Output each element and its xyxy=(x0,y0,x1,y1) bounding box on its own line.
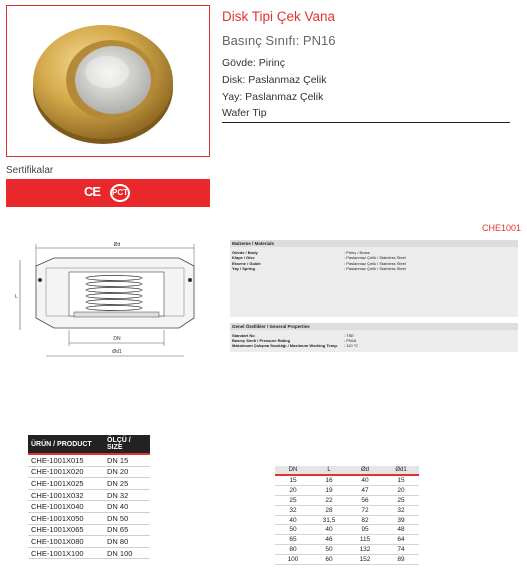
cell: 65 xyxy=(275,535,311,545)
certificates-label: Sertifikalar xyxy=(6,165,54,176)
table-row xyxy=(275,485,419,495)
label-od: Ød xyxy=(113,242,121,248)
cell: 48 xyxy=(383,525,419,535)
label-dn: DN xyxy=(113,336,121,342)
cell: 115 xyxy=(347,535,383,545)
cell: 25 xyxy=(275,495,311,505)
cell: 47 xyxy=(347,485,383,495)
size-cell: DN 100 xyxy=(104,547,150,559)
product-code-cell: CHE-1001X025 xyxy=(28,478,104,490)
spec-spring: Yay: Paslanmaz Çelik xyxy=(222,91,324,103)
cell: 132 xyxy=(347,545,383,555)
table-row xyxy=(275,505,419,515)
table-row xyxy=(28,512,150,524)
general-header: Genel Özellikler / General Properties xyxy=(230,323,518,330)
cell: 50 xyxy=(275,525,311,535)
product-title: Disk Tipi Çek Vana xyxy=(222,9,336,24)
table-row xyxy=(275,535,419,545)
cell: 95 xyxy=(347,525,383,535)
material-value: : Paslanmaz Çelik / Stainless Steel xyxy=(344,266,406,272)
cell: 40 xyxy=(275,515,311,525)
cell: 20 xyxy=(275,485,311,495)
spec-type: Wafer Tip xyxy=(222,107,267,119)
cell: 39 xyxy=(383,515,419,525)
general-value: : 110 °C xyxy=(344,343,359,349)
material-key: Gövde / Body xyxy=(232,250,258,255)
cell: 152 xyxy=(347,555,383,565)
cell: 72 xyxy=(347,505,383,515)
technical-drawing xyxy=(14,238,214,363)
table-row xyxy=(275,545,419,555)
cell: 16 xyxy=(311,476,347,485)
product-code-cell: CHE-1001X032 xyxy=(28,489,104,501)
cell: 32 xyxy=(383,505,419,515)
table-row xyxy=(28,501,150,513)
table-row xyxy=(275,555,419,565)
title-divider xyxy=(222,122,510,123)
cell: 25 xyxy=(383,495,419,505)
cell: 50 xyxy=(311,545,347,555)
cell: 100 xyxy=(275,555,311,565)
cell: 74 xyxy=(383,545,419,555)
cell: 46 xyxy=(311,535,347,545)
general-key: Basınç Sınıfı / Pressure Rating xyxy=(232,338,291,344)
size-cell: DN 25 xyxy=(104,478,150,490)
size-cell: DN 20 xyxy=(104,466,150,478)
cell: 15 xyxy=(383,476,419,485)
material-value: : Pirinç / Brass xyxy=(344,250,370,255)
materials-body xyxy=(230,247,518,317)
product-code: CHE1001 xyxy=(481,223,521,233)
table-row xyxy=(28,478,150,490)
material-key: Yay / Spring xyxy=(232,266,255,272)
table-row xyxy=(28,489,150,501)
cell: 56 xyxy=(347,495,383,505)
table-row xyxy=(28,536,150,548)
pct-mark-icon: PCT xyxy=(110,184,130,202)
table-row xyxy=(28,547,150,559)
material-key: Eksene / Guide xyxy=(232,260,261,266)
product-code-cell: CHE-1001X100 xyxy=(28,547,104,559)
cell: 60 xyxy=(311,555,347,565)
spec-body: Gövde: Pirinç xyxy=(222,57,286,69)
cell: 40 xyxy=(311,525,347,535)
table-row xyxy=(28,524,150,536)
dimensions-table xyxy=(275,466,419,565)
product-code-cell: CHE-1001X080 xyxy=(28,536,104,548)
table-row xyxy=(275,525,419,535)
label-l: L xyxy=(15,294,18,300)
material-key: Klape / Disc xyxy=(232,255,255,261)
size-cell: DN 65 xyxy=(104,524,150,536)
product-size-table xyxy=(28,435,150,559)
size-cell: DN 15 xyxy=(104,455,150,466)
cell: 89 xyxy=(383,555,419,565)
certificates-bar xyxy=(6,179,210,207)
size-cell: DN 50 xyxy=(104,512,150,524)
header-od1: Ød1 xyxy=(383,466,419,474)
product-photo xyxy=(6,5,210,157)
product-code-cell: CHE-1001X050 xyxy=(28,512,104,524)
cell: 31,5 xyxy=(311,515,347,525)
general-value: : PN16 xyxy=(344,338,357,344)
label-od1: Ød1 xyxy=(112,349,122,355)
cell: 80 xyxy=(275,545,311,555)
table-row xyxy=(28,455,150,466)
general-key: Standart No xyxy=(232,332,255,338)
general-body xyxy=(230,330,518,352)
valve-image xyxy=(7,6,208,155)
table-row xyxy=(275,495,419,505)
product-code-cell: CHE-1001X015 xyxy=(28,455,104,466)
header-product: ÜRÜN / PRODUCT xyxy=(28,435,104,453)
cell: 15 xyxy=(275,476,311,485)
header-dn: DN xyxy=(275,466,311,474)
product-code-cell: CHE-1001X040 xyxy=(28,501,104,513)
ce-mark-icon: CE xyxy=(84,184,101,199)
cell: 28 xyxy=(311,505,347,515)
size-cell: DN 32 xyxy=(104,489,150,501)
product-code-cell: CHE-1001X065 xyxy=(28,524,104,536)
header-l: L xyxy=(311,466,347,474)
materials-header: Malzeme / Materials xyxy=(230,240,518,247)
materials-block xyxy=(230,240,518,352)
table-row xyxy=(275,515,419,525)
spec-disc: Disk: Paslanmaz Çelik xyxy=(222,74,327,86)
cell: 32 xyxy=(275,505,311,515)
cell: 20 xyxy=(383,485,419,495)
product-code-cell: CHE-1001X020 xyxy=(28,466,104,478)
cell: 82 xyxy=(347,515,383,525)
pressure-class: Basınç Sınıfı: PN16 xyxy=(222,33,336,48)
cell: 19 xyxy=(311,485,347,495)
materials-row xyxy=(232,266,516,271)
material-value: : Paslanmaz Çelik / Stainless Steel xyxy=(344,255,406,261)
general-key: Maksimum Çalışma Sıcaklığı / Maximum Working Temp. xyxy=(232,343,338,349)
table-row xyxy=(28,466,150,478)
size-cell: DN 40 xyxy=(104,501,150,513)
general-value: : TSE xyxy=(344,332,354,338)
header-od: Ød xyxy=(347,466,383,474)
cell: 64 xyxy=(383,535,419,545)
cell: 40 xyxy=(347,476,383,485)
size-cell: DN 80 xyxy=(104,536,150,548)
material-value: : Paslanmaz Çelik / Stainless Steel xyxy=(344,260,406,266)
table-row xyxy=(275,476,419,485)
header-size: ÖLÇÜ / SIZE xyxy=(104,435,150,453)
cell: 22 xyxy=(311,495,347,505)
general-row xyxy=(232,343,516,348)
